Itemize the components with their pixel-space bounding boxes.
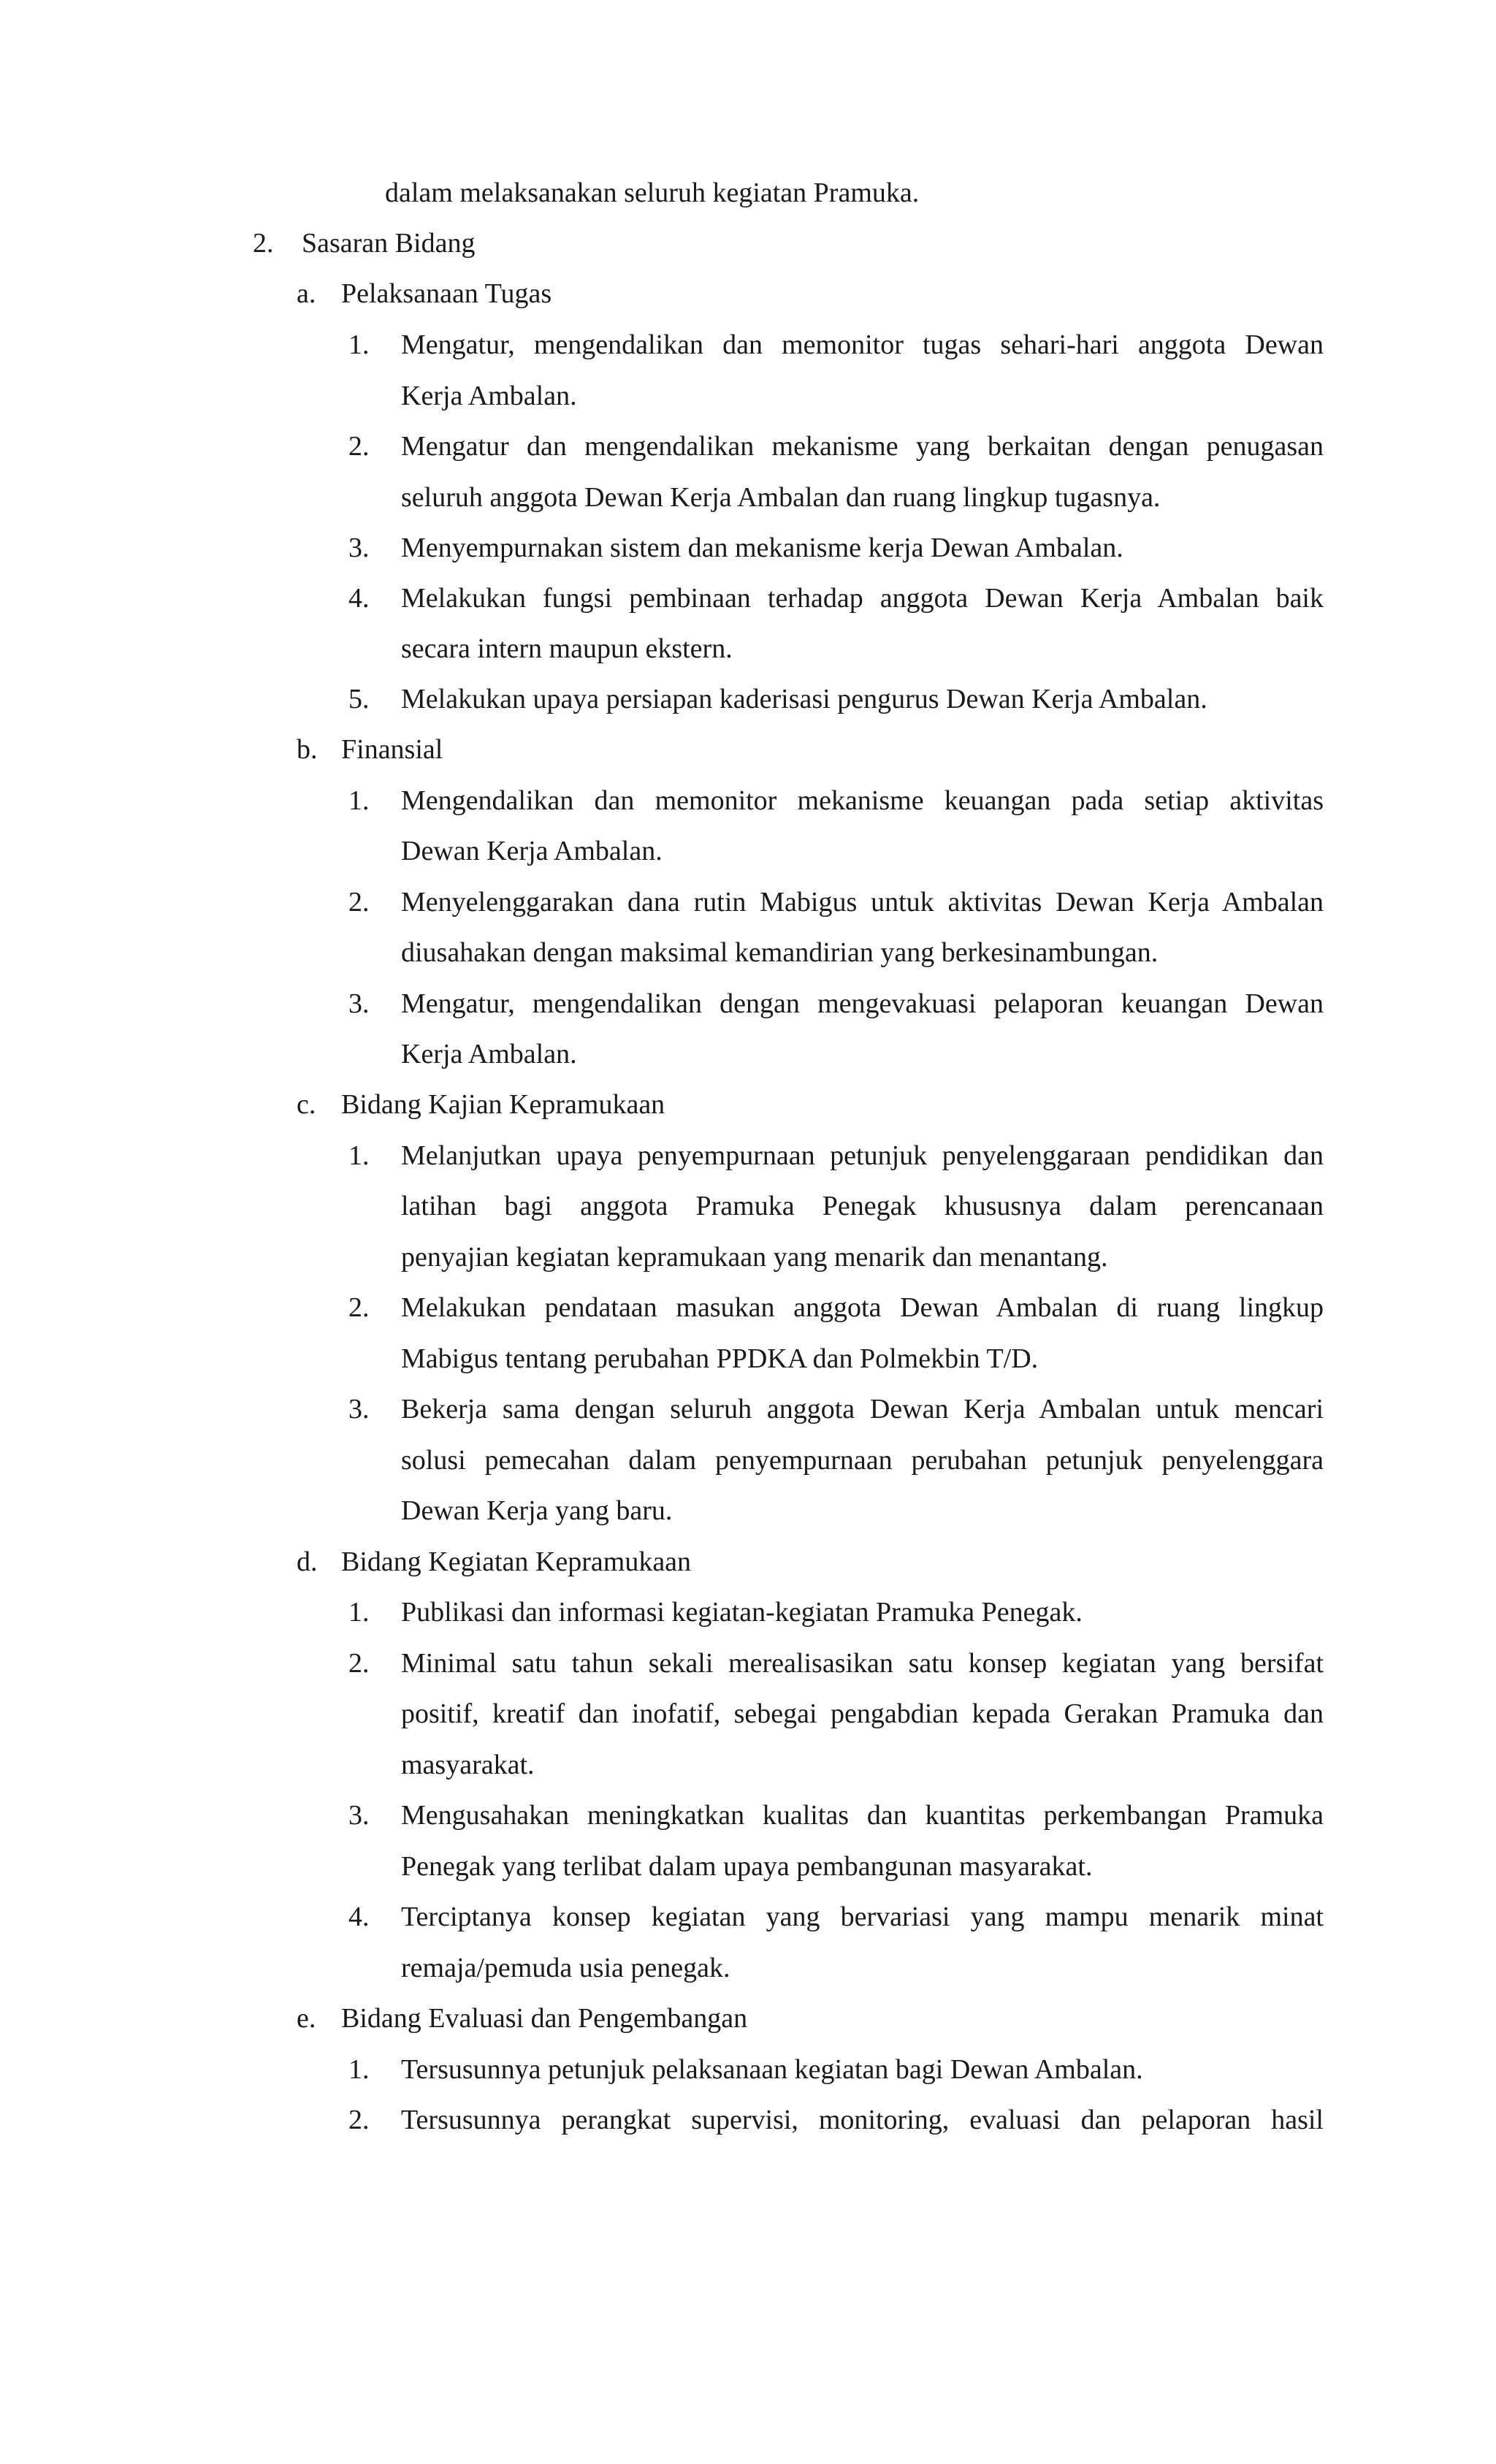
item-number: 1. bbox=[348, 2054, 370, 2085]
section-number: 2. bbox=[253, 228, 274, 259]
item-number: 3. bbox=[348, 533, 370, 563]
subsection-letter-c: c. bbox=[297, 1089, 316, 1120]
item-line: Melakukan fungsi pembinaan terhadap anggota Dewan Kerja Ambalan baik bbox=[401, 583, 1324, 614]
item-line: Tersusunnya perangkat supervisi, monitoring, evaluasi dan pelaporan hasil bbox=[401, 2105, 1324, 2135]
item-line: Publikasi dan informasi kegiatan-kegiatan Pramuka Penegak. bbox=[401, 1597, 1083, 1628]
section-title: Sasaran Bidang bbox=[302, 228, 476, 259]
item-line: Bekerja sama dengan seluruh anggota Dewan Kerja Ambalan untuk mencari bbox=[401, 1394, 1324, 1424]
item-number: 1. bbox=[348, 1140, 370, 1171]
subsection-title-b: Finansial bbox=[341, 734, 443, 765]
item-number: 3. bbox=[348, 1800, 370, 1831]
item-line: Melakukan pendataan masukan anggota Dewan Ambalan di ruang lingkup bbox=[401, 1292, 1324, 1323]
item-line: penyajian kegiatan kepramukaan yang menarik dan menantang. bbox=[401, 1242, 1108, 1273]
subsection-letter-e: e. bbox=[297, 2003, 316, 2034]
item-line: Penegak yang terlibat dalam upaya pembangunan masyarakat. bbox=[401, 1851, 1093, 1882]
item-number: 4. bbox=[348, 583, 370, 614]
item-line: Menyempurnakan sistem dan mekanisme kerja Dewan Ambalan. bbox=[401, 533, 1123, 563]
item-line: Minimal satu tahun sekali merealisasikan satu konsep kegiatan yang bersifat bbox=[401, 1648, 1324, 1679]
item-number: 1. bbox=[348, 329, 370, 360]
item-line: Dewan Kerja Ambalan. bbox=[401, 836, 663, 866]
item-line: remaja/pemuda usia penegak. bbox=[401, 1953, 730, 1983]
item-line: Mengusahakan meningkatkan kualitas dan kuantitas perkembangan Pramuka bbox=[401, 1800, 1324, 1831]
subsection-letter-d: d. bbox=[297, 1546, 318, 1577]
item-number: 3. bbox=[348, 988, 370, 1019]
item-line: seluruh anggota Dewan Kerja Ambalan dan ruang lingkup tugasnya. bbox=[401, 482, 1161, 513]
item-number: 2. bbox=[348, 2105, 370, 2135]
subsection-title-a: Pelaksanaan Tugas bbox=[341, 278, 552, 309]
continuation-line: dalam melaksanakan seluruh kegiatan Pramuka. bbox=[385, 178, 920, 208]
item-number: 3. bbox=[348, 1394, 370, 1424]
subsection-title-c: Bidang Kajian Kepramukaan bbox=[341, 1089, 665, 1120]
subsection-letter-a: a. bbox=[297, 278, 316, 309]
item-number: 2. bbox=[348, 431, 370, 462]
item-line: Melanjutkan upaya penyempurnaan petunjuk penyelenggaraan pendidikan dan bbox=[401, 1140, 1324, 1171]
item-line: Terciptanya konsep kegiatan yang bervariasi yang mampu menarik minat bbox=[401, 1902, 1324, 1932]
subsection-title-d: Bidang Kegiatan Kepramukaan bbox=[341, 1546, 692, 1577]
item-line: Mengatur, mengendalikan dengan mengevakuasi pelaporan keuangan Dewan bbox=[401, 988, 1324, 1019]
subsection-title-e: Bidang Evaluasi dan Pengembangan bbox=[341, 2003, 748, 2034]
item-number: 2. bbox=[348, 1292, 370, 1323]
item-number: 1. bbox=[348, 1597, 370, 1628]
item-line: latihan bagi anggota Pramuka Penegak khususnya dalam perencanaan bbox=[401, 1191, 1324, 1221]
item-line: Mengatur dan mengendalikan mekanisme yang berkaitan dengan penugasan bbox=[401, 431, 1324, 462]
item-line: Menyelenggarakan dana rutin Mabigus untuk aktivitas Dewan Kerja Ambalan bbox=[401, 887, 1324, 918]
item-line: masyarakat. bbox=[401, 1750, 535, 1780]
subsection-letter-b: b. bbox=[297, 734, 318, 765]
item-line: Dewan Kerja yang baru. bbox=[401, 1495, 673, 1526]
item-line: positif, kreatif dan inofatif, sebegai pengabdian kepada Gerakan Pramuka dan bbox=[401, 1698, 1324, 1729]
item-number: 2. bbox=[348, 1648, 370, 1679]
item-line: Mabigus tentang perubahan PPDKA dan Polmekbin T/D. bbox=[401, 1343, 1039, 1374]
item-line: diusahakan dengan maksimal kemandirian yang berkesinambungan. bbox=[401, 937, 1159, 968]
item-line: Melakukan upaya persiapan kaderisasi pengurus Dewan Kerja Ambalan. bbox=[401, 684, 1207, 714]
item-line: secara intern maupun ekstern. bbox=[401, 633, 733, 664]
item-line: solusi pemecahan dalam penyempurnaan perubahan petunjuk penyelenggara bbox=[401, 1445, 1324, 1476]
item-number: 1. bbox=[348, 785, 370, 816]
item-number: 4. bbox=[348, 1902, 370, 1932]
item-line: Kerja Ambalan. bbox=[401, 381, 577, 411]
item-number: 5. bbox=[348, 684, 370, 714]
item-line: Kerja Ambalan. bbox=[401, 1039, 577, 1069]
item-line: Tersusunnya petunjuk pelaksanaan kegiatan bagi Dewan Ambalan. bbox=[401, 2054, 1143, 2085]
item-number: 2. bbox=[348, 887, 370, 918]
item-line: Mengatur, mengendalikan dan memonitor tugas sehari-hari anggota Dewan bbox=[401, 329, 1324, 360]
item-line: Mengendalikan dan memonitor mekanisme keuangan pada setiap aktivitas bbox=[401, 785, 1324, 816]
